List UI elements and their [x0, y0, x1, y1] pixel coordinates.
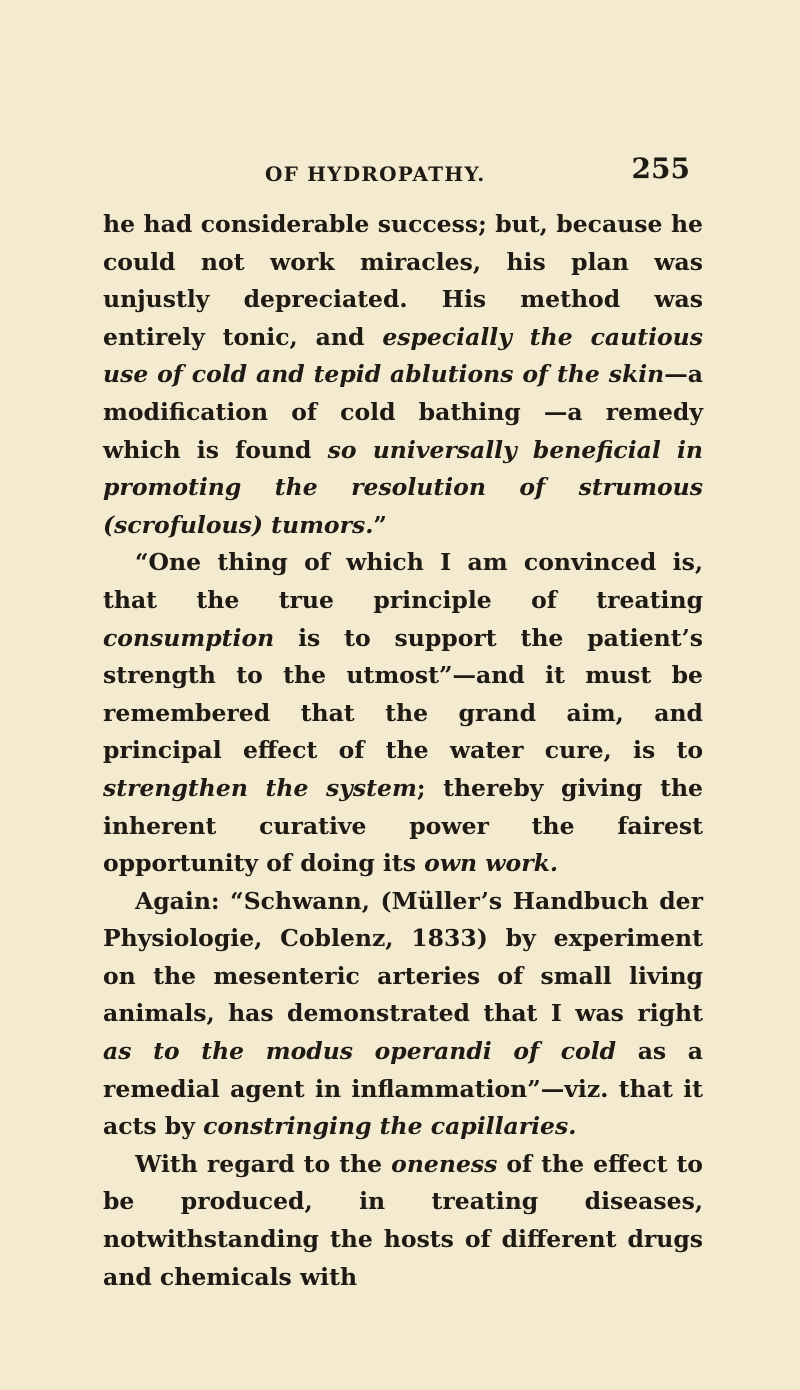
text-segment: ” — [373, 510, 387, 539]
text-segment: of the effect to be produced, in treating diseases, notwithstanding the hosts of different drugs and chemicals with — [103, 1149, 703, 1291]
text-segment: With regard to the — [135, 1149, 392, 1178]
paragraph-4 — [103, 1146, 703, 1296]
body-text — [103, 206, 703, 1296]
italic-segment: as to the modus operandi of cold — [103, 1037, 617, 1066]
text-segment: “One thing of which I am convinced is, that the true principle of treating — [103, 548, 703, 614]
italic-segment: strengthen the system — [103, 773, 417, 802]
text-segment: is to support the patient’s strength to the utmost”—and it must be remembered that the grand aim, and principal effect of the water cure, is to — [103, 623, 703, 765]
italic-segment: oneness — [391, 1149, 498, 1178]
italic-segment: own work. — [424, 849, 559, 878]
italic-segment: so universally beneficial in promoting the resolution of strumous (scrofulous) tumors. — [103, 435, 703, 539]
text-segment: Again: “Schwann, (Müller’s Handbuch der Physiologie, Coblenz, 1833) by experiment on the mesenteric arteries of small living animals, has demonstrated that I was right — [103, 886, 703, 1028]
text-segment: he had considerable success; but, because he could not work miracles, his plan was unjustly depreciated. His method was entirely tonic, and — [103, 210, 703, 351]
page-number: 255 — [631, 152, 690, 185]
running-title: OF HYDROPATHY. — [265, 162, 486, 186]
text-segment: —a modification of cold bathing —a remedy which is found — [103, 360, 703, 464]
running-head — [265, 152, 690, 192]
italic-segment: consumption — [103, 623, 275, 652]
paragraph-3 — [103, 883, 703, 1146]
italic-segment: constringing the capillaries. — [203, 1112, 577, 1141]
text-segment: ; thereby giving the inherent curative power the fairest opportunity of doing its — [103, 773, 703, 878]
italic-segment: especially the cautious use of cold and tepid ablutions of the skin — [103, 322, 703, 389]
paragraph-1 — [103, 206, 703, 544]
paragraph-2 — [103, 544, 703, 882]
text-segment: as a remedial agent in inflammation”—viz. that it acts by — [103, 1037, 704, 1141]
